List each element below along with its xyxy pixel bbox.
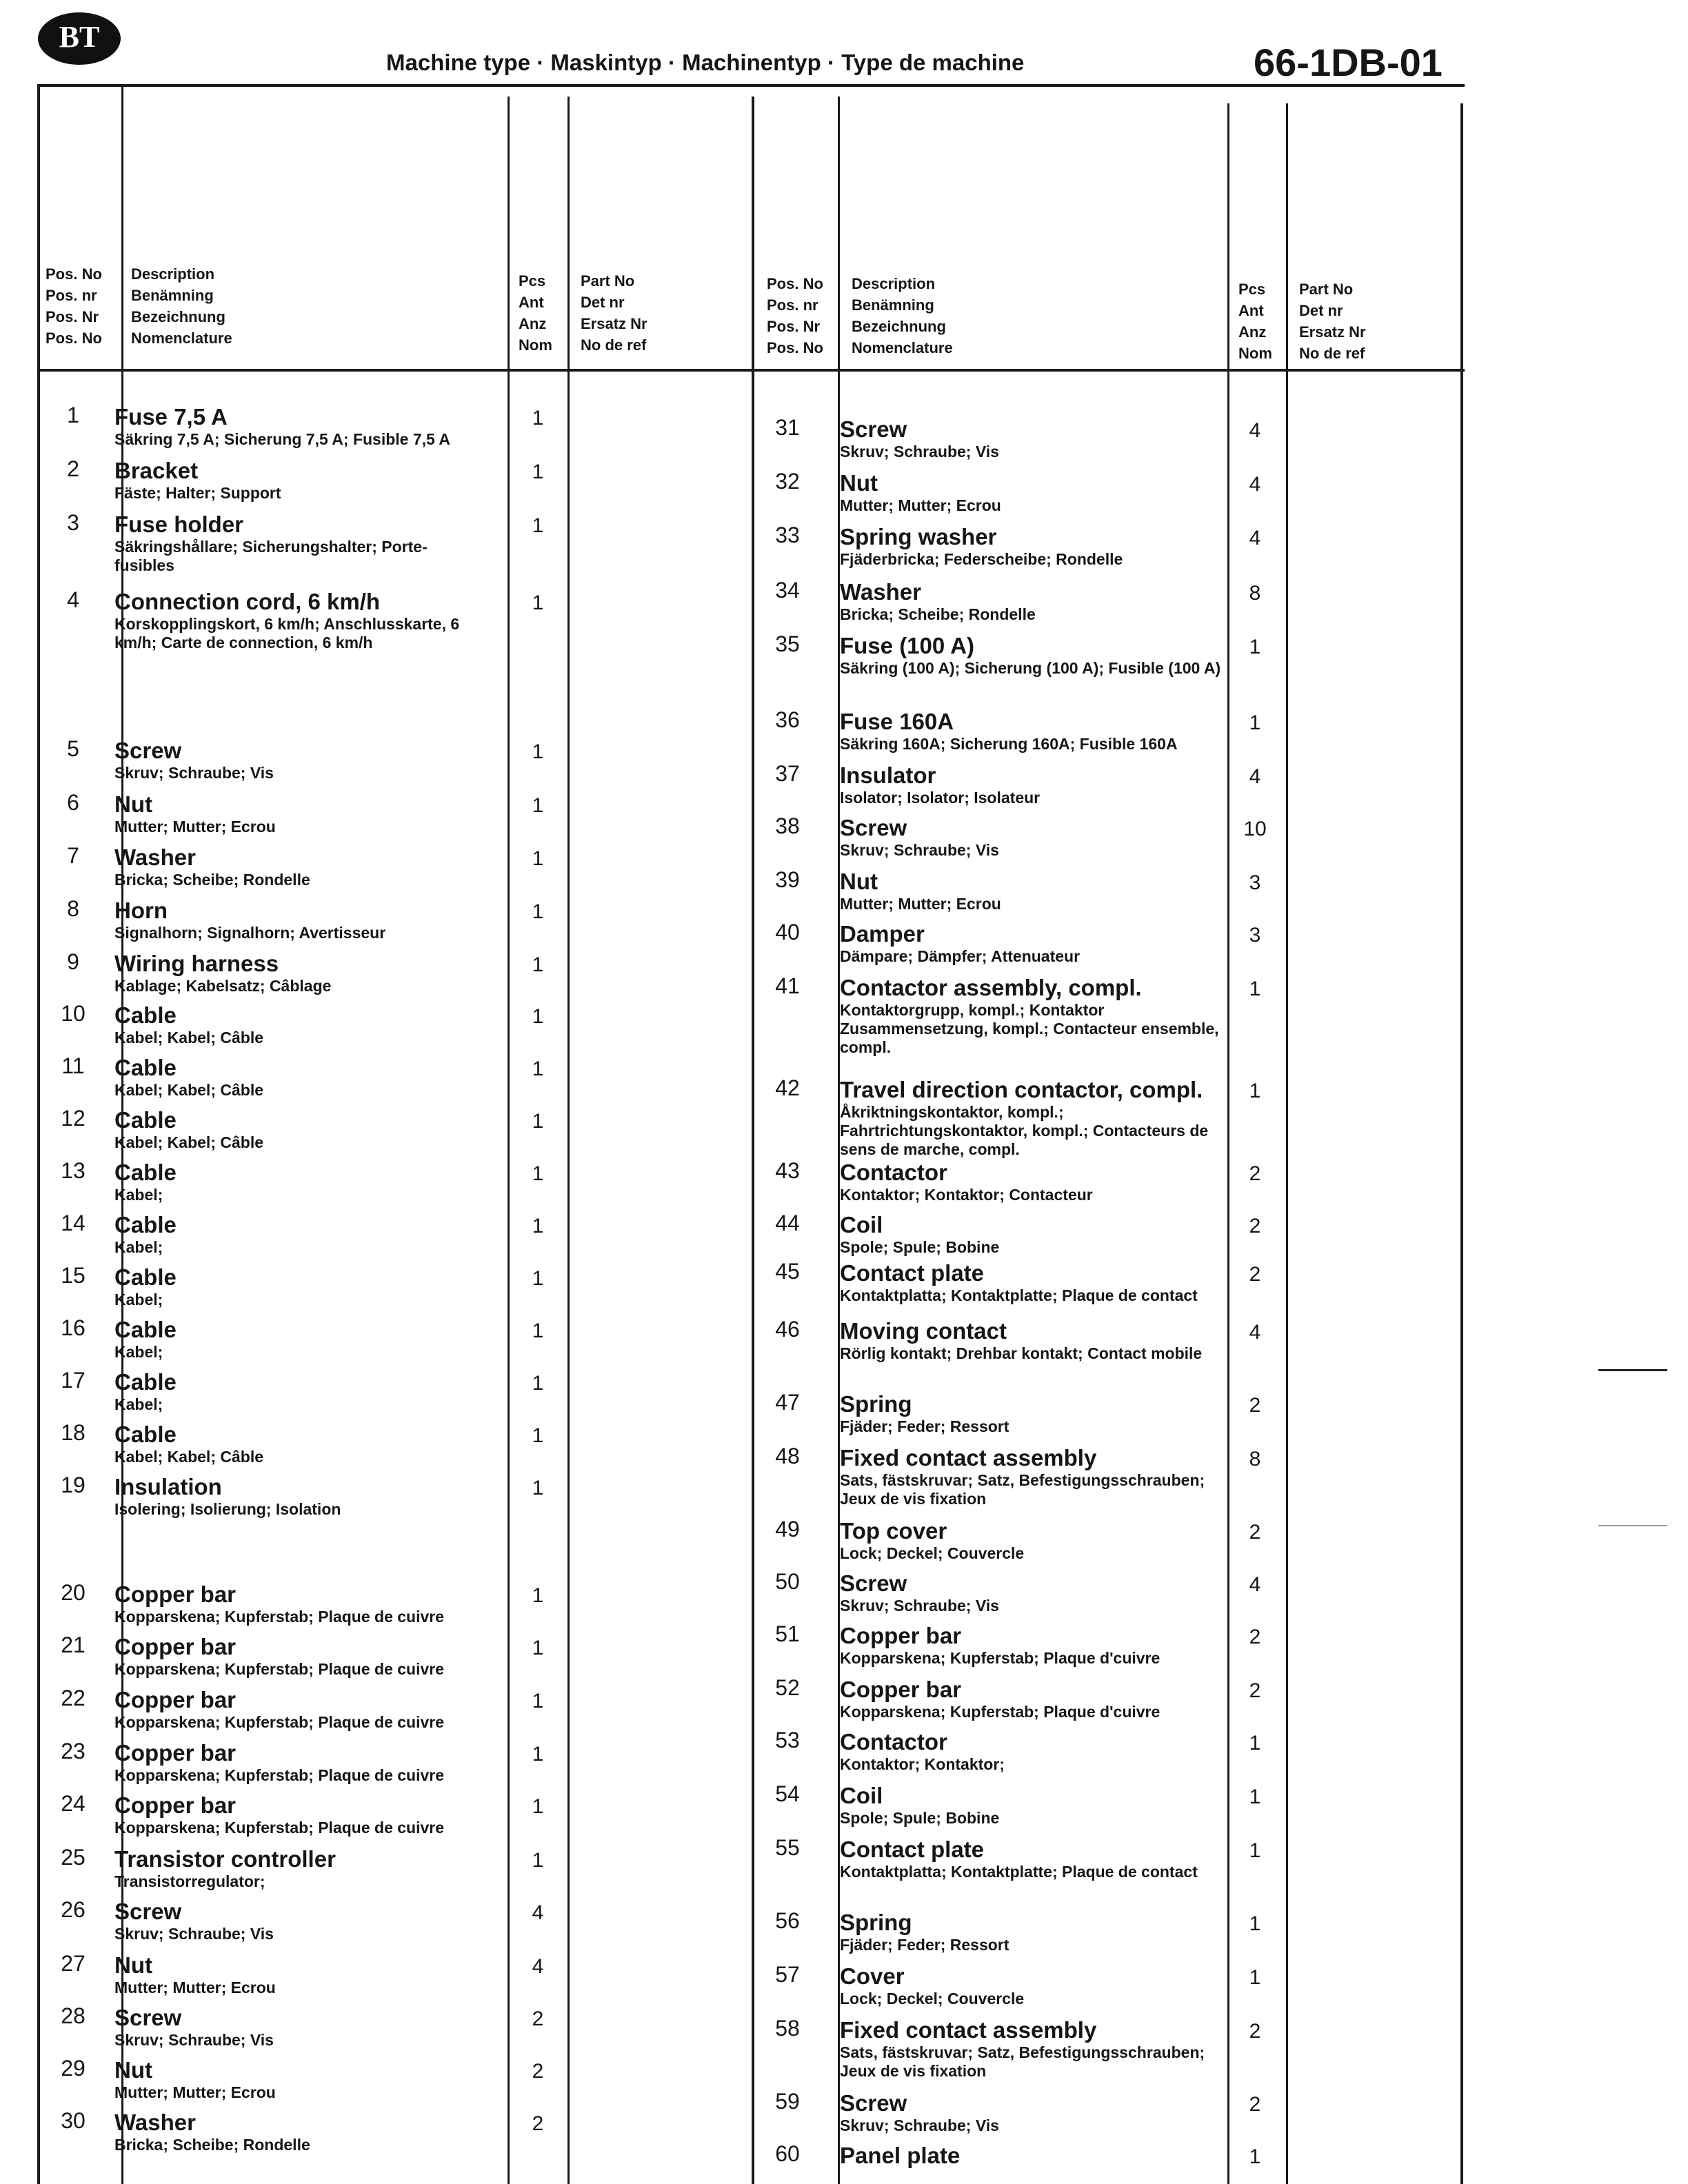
part-description: Spring bbox=[840, 1910, 912, 1935]
pos-number: 34 bbox=[775, 578, 800, 603]
quantity: 1 bbox=[532, 1058, 544, 1080]
part-description: Copper bar bbox=[114, 1687, 237, 1712]
pos-number: 41 bbox=[775, 973, 800, 998]
quantity: 2 bbox=[1249, 1394, 1261, 1417]
part-translations: Spole; Spule; Bobine bbox=[840, 1809, 1000, 1827]
part-description: Washer bbox=[114, 2110, 196, 2135]
part-description: Washer bbox=[840, 579, 921, 605]
pos-number: 13 bbox=[61, 1158, 86, 1183]
pos-number: 17 bbox=[61, 1368, 86, 1393]
part-description: Screw bbox=[840, 416, 907, 442]
part-translations: Kontaktor; Kontaktor; Contacteur bbox=[840, 1186, 1093, 1204]
part-translations: Kopparskena; Kupferstab; Plaque d'cuivre bbox=[840, 1703, 1160, 1721]
part-description: Copper bar bbox=[114, 1740, 237, 1766]
pos-number: 22 bbox=[61, 1686, 86, 1710]
quantity: 1 bbox=[532, 514, 544, 537]
part-description: Coil bbox=[840, 1212, 883, 1237]
part-translations: Mutter; Mutter; Ecrou bbox=[114, 2083, 276, 2101]
quantity: 1 bbox=[1249, 2145, 1261, 2168]
pos-number: 35 bbox=[775, 631, 800, 656]
part-translations: Kablage; Kabelsatz; Câblage bbox=[114, 977, 332, 995]
quantity: 1 bbox=[532, 953, 544, 976]
col-divider bbox=[1286, 103, 1288, 2184]
part-description: Cover bbox=[840, 1963, 905, 1989]
pos-number: 45 bbox=[775, 1259, 800, 1284]
quantity: 4 bbox=[1249, 419, 1261, 442]
part-translations: Fjäder; Feder; Ressort bbox=[840, 1417, 1009, 1435]
document-number: 66-1DB-01 bbox=[1254, 41, 1443, 84]
pos-number: 32 bbox=[775, 469, 800, 494]
part-description: Nut bbox=[114, 2057, 152, 2083]
part-translations: Kontaktplatta; Kontaktplatte; Plaque de contact bbox=[840, 1863, 1198, 1881]
part-description: Fixed contact assembly bbox=[840, 2017, 1097, 2043]
pos-number: 30 bbox=[61, 2108, 86, 2133]
part-translations: Isolator; Isolator; Isolateur bbox=[840, 789, 1041, 807]
pos-number: 23 bbox=[61, 1739, 86, 1763]
part-translations: Säkringshållare; Sicherungshalter; Porte-fusibles bbox=[114, 538, 428, 574]
part-description: Copper bar bbox=[840, 1623, 962, 1648]
part-description: Contactor bbox=[840, 1160, 947, 1185]
pos-number: 39 bbox=[775, 867, 800, 892]
pos-number: 24 bbox=[61, 1791, 86, 1816]
part-translations: Kontaktplatta; Kontaktplatte; Plaque de contact bbox=[840, 1286, 1198, 1304]
pos-number: 50 bbox=[775, 1569, 800, 1594]
header-qty-right: Pcs Ant Anz Nom bbox=[1238, 281, 1272, 362]
pos-number: 15 bbox=[61, 1263, 86, 1288]
part-description: Bracket bbox=[114, 458, 199, 483]
part-description: Moving contact bbox=[840, 1318, 1007, 1344]
pos-number: 60 bbox=[775, 2141, 800, 2166]
col-divider bbox=[567, 97, 570, 2184]
pos-number: 46 bbox=[775, 1317, 800, 1342]
quantity: 1 bbox=[532, 1795, 544, 1818]
quantity: 1 bbox=[532, 1215, 544, 1237]
part-description: Spring bbox=[840, 1391, 912, 1417]
part-translations: Kopparskena; Kupferstab; Plaque de cuivre bbox=[114, 1819, 445, 1837]
part-translations: Rörlig kontakt; Drehbar kontakt; Contact mobile bbox=[840, 1344, 1203, 1362]
pos-number: 58 bbox=[775, 2016, 800, 2041]
quantity: 2 bbox=[1249, 1521, 1261, 1544]
part-description: Nut bbox=[840, 869, 878, 894]
part-translations: Kontaktorgrupp, kompl.; Kontaktor Zusammensetzung, kompl.; Contacteur ensemble, compl. bbox=[840, 1001, 1219, 1056]
part-translations: Kabel; bbox=[114, 1343, 163, 1361]
pos-number: 10 bbox=[61, 1001, 86, 1026]
quantity: 2 bbox=[532, 2008, 544, 2030]
header-pos-left: Pos. No Pos. nr Pos. Nr Pos. No bbox=[46, 265, 102, 347]
quantity: 4 bbox=[1249, 1573, 1261, 1596]
part-translations: Bricka; Scheibe; Rondelle bbox=[114, 2136, 310, 2154]
quantity: 1 bbox=[532, 1477, 544, 1499]
part-translations: Mutter; Mutter; Ecrou bbox=[114, 1979, 276, 1996]
pos-number: 31 bbox=[775, 415, 800, 440]
part-description: Fuse holder bbox=[114, 512, 244, 537]
table-top-border bbox=[37, 84, 1465, 87]
part-translations: Kabel; bbox=[114, 1395, 163, 1413]
pos-number: 48 bbox=[775, 1444, 800, 1468]
quantity: 1 bbox=[532, 1743, 544, 1766]
part-translations: Lock; Deckel; Couvercle bbox=[840, 1990, 1025, 2008]
pos-number: 2 bbox=[67, 456, 79, 481]
part-description: Fixed contact assembly bbox=[840, 1445, 1097, 1470]
quantity: 2 bbox=[1249, 1162, 1261, 1185]
pos-number: 29 bbox=[61, 2056, 86, 2081]
quantity: 2 bbox=[1249, 1679, 1261, 1702]
part-description: Cable bbox=[114, 1369, 177, 1395]
pos-number: 51 bbox=[775, 1621, 800, 1646]
part-description: Insulator bbox=[840, 762, 936, 788]
part-description: Contact plate bbox=[840, 1837, 985, 1862]
quantity: 1 bbox=[1249, 711, 1261, 734]
pos-number: 49 bbox=[775, 1517, 800, 1541]
part-translations: Kopparskena; Kupferstab; Plaque de cuivre bbox=[114, 1766, 445, 1784]
edge-mark bbox=[1598, 1525, 1667, 1526]
part-description: Wiring harness bbox=[114, 951, 279, 976]
header-part-right: Part No Det nr Ersatz Nr No de ref bbox=[1299, 281, 1366, 362]
pos-number: 37 bbox=[775, 761, 800, 786]
part-translations: Mutter; Mutter; Ecrou bbox=[840, 496, 1001, 514]
quantity: 3 bbox=[1249, 871, 1261, 894]
part-translations: Kabel; Kabel; Câble bbox=[114, 1133, 263, 1151]
part-translations: Kopparskena; Kupferstab; Plaque d'cuivre bbox=[840, 1649, 1160, 1667]
quantity: 1 bbox=[1249, 636, 1261, 658]
quantity: 3 bbox=[1249, 924, 1261, 947]
part-translations: Isolering; Isolierung; Isolation bbox=[114, 1500, 341, 1518]
part-translations: Säkring (100 A); Sicherung (100 A); Fusible (100 A) bbox=[840, 659, 1221, 677]
part-translations: Skruv; Schraube; Vis bbox=[114, 1925, 274, 1943]
part-description: Copper bar bbox=[840, 1677, 962, 1702]
part-translations: Lock; Deckel; Couvercle bbox=[840, 1544, 1025, 1562]
part-translations: Kabel; Kabel; Câble bbox=[114, 1448, 263, 1466]
part-description: Damper bbox=[840, 921, 925, 947]
part-description: Cable bbox=[114, 1264, 177, 1290]
quantity: 2 bbox=[1249, 1263, 1261, 1286]
pos-number: 11 bbox=[61, 1053, 85, 1078]
part-description: Screw bbox=[840, 2090, 907, 2116]
quantity: 1 bbox=[532, 1162, 544, 1185]
header-pos-right: Pos. No Pos. nr Pos. Nr Pos. No bbox=[767, 275, 823, 356]
pos-number: 4 bbox=[67, 587, 79, 612]
part-translations: Skruv; Schraube; Vis bbox=[114, 2031, 274, 2049]
header-part-left: Part No Det nr Ersatz Nr No de ref bbox=[581, 272, 647, 354]
pos-number: 12 bbox=[61, 1106, 86, 1131]
part-translations: Kabel; Kabel; Câble bbox=[114, 1081, 263, 1099]
quantity: 4 bbox=[1249, 1321, 1261, 1344]
part-description: Coil bbox=[840, 1783, 883, 1808]
part-translations: Skruv; Schraube; Vis bbox=[840, 1597, 999, 1615]
quantity: 1 bbox=[532, 1110, 544, 1133]
pos-number: 27 bbox=[61, 1951, 86, 1976]
pos-number: 8 bbox=[67, 896, 79, 921]
quantity: 4 bbox=[1249, 527, 1261, 549]
pos-number: 16 bbox=[61, 1315, 86, 1340]
logo-text: BT bbox=[59, 20, 100, 54]
quantity: 2 bbox=[1249, 2093, 1261, 2116]
part-description: Cable bbox=[114, 1160, 177, 1185]
quantity: 2 bbox=[532, 2112, 544, 2135]
pos-number: 55 bbox=[775, 1835, 800, 1860]
pos-number: 9 bbox=[67, 949, 79, 974]
quantity: 1 bbox=[532, 900, 544, 923]
pos-number: 54 bbox=[775, 1781, 800, 1806]
part-description: Fuse 160A bbox=[840, 709, 954, 734]
quantity: 1 bbox=[1249, 1080, 1261, 1102]
quantity: 10 bbox=[1243, 818, 1267, 840]
pos-number: 42 bbox=[775, 1075, 800, 1100]
part-description: Spring washer bbox=[840, 524, 997, 549]
part-description: Cable bbox=[114, 1212, 177, 1237]
part-description: Top cover bbox=[840, 1518, 947, 1544]
part-translations: Skruv; Schraube; Vis bbox=[840, 2116, 999, 2134]
part-description: Contactor assembly, compl. bbox=[840, 975, 1142, 1000]
quantity: 1 bbox=[532, 1005, 544, 1028]
part-translations: Mutter; Mutter; Ecrou bbox=[114, 818, 276, 836]
part-translations: Kontaktor; Kontaktor; bbox=[840, 1755, 1005, 1773]
part-translations: Spole; Spule; Bobine bbox=[840, 1238, 1000, 1256]
pos-number: 38 bbox=[775, 813, 800, 838]
quantity: 2 bbox=[1249, 1215, 1261, 1237]
part-description: Insulation bbox=[114, 1474, 222, 1499]
pos-number: 5 bbox=[67, 736, 79, 761]
quantity: 2 bbox=[1249, 1626, 1261, 1648]
pos-number: 47 bbox=[775, 1390, 800, 1415]
part-description: Panel plate bbox=[840, 2143, 961, 2168]
pos-number: 44 bbox=[775, 1211, 800, 1235]
pos-number: 57 bbox=[775, 1962, 800, 1987]
part-description: Copper bar bbox=[114, 1581, 237, 1607]
quantity: 4 bbox=[1249, 765, 1261, 788]
pos-number: 14 bbox=[61, 1211, 86, 1235]
pos-number: 19 bbox=[61, 1473, 86, 1497]
quantity: 4 bbox=[532, 1901, 544, 1924]
quantity: 1 bbox=[532, 794, 544, 817]
pos-number: 28 bbox=[61, 2003, 86, 2028]
pos-number: 56 bbox=[775, 1908, 800, 1933]
quantity: 1 bbox=[532, 407, 544, 429]
quantity: 2 bbox=[1249, 2020, 1261, 2043]
quantity: 1 bbox=[532, 1320, 544, 1342]
pos-number: 20 bbox=[61, 1580, 86, 1605]
part-description: Screw bbox=[114, 1899, 182, 1924]
part-translations: Säkring 160A; Sicherung 160A; Fusible 160A bbox=[840, 735, 1178, 753]
part-translations: Kopparskena; Kupferstab; Plaque de cuivre bbox=[114, 1608, 445, 1626]
pos-number: 40 bbox=[775, 920, 800, 944]
part-translations: Skruv; Schraube; Vis bbox=[114, 764, 274, 782]
part-translations: Signalhorn; Signalhorn; Avertisseur bbox=[114, 924, 386, 942]
quantity: 2 bbox=[532, 2060, 544, 2083]
part-translations: Åkriktningskontaktor, kompl.; Fahrtrichtungskontaktor, kompl.; Contacteurs de sens de marche, compl. bbox=[840, 1103, 1209, 1158]
pos-number: 53 bbox=[775, 1728, 800, 1752]
part-translations: Skruv; Schraube; Vis bbox=[840, 841, 999, 859]
part-translations: Kabel; bbox=[114, 1186, 163, 1204]
quantity: 1 bbox=[1249, 1732, 1261, 1755]
part-description: Cable bbox=[114, 1422, 177, 1447]
part-description: Horn bbox=[114, 898, 168, 923]
part-description: Washer bbox=[114, 845, 196, 870]
quantity: 1 bbox=[1249, 1966, 1261, 1989]
part-translations: Mutter; Mutter; Ecrou bbox=[840, 895, 1001, 913]
part-description: Screw bbox=[840, 815, 907, 840]
quantity: 1 bbox=[532, 847, 544, 870]
pos-number: 59 bbox=[775, 2089, 800, 2114]
col-divider bbox=[1227, 103, 1229, 2184]
part-translations: Kabel; bbox=[114, 1291, 163, 1308]
part-translations: Skruv; Schraube; Vis bbox=[840, 443, 999, 461]
pos-number: 33 bbox=[775, 523, 800, 547]
part-description: Nut bbox=[114, 791, 152, 817]
page-title: Machine type · Maskintyp · Machinentyp · Type de machine bbox=[386, 50, 1025, 75]
quantity: 1 bbox=[532, 1267, 544, 1290]
part-translations: Dämpare; Dämpfer; Attenuateur bbox=[840, 947, 1081, 965]
edge-mark bbox=[1598, 1369, 1667, 1371]
part-description: Fuse 7,5 A bbox=[114, 404, 228, 429]
pos-number: 43 bbox=[775, 1158, 800, 1183]
part-description: Connection cord, 6 km/h bbox=[114, 589, 381, 614]
quantity: 1 bbox=[532, 1584, 544, 1607]
quantity: 1 bbox=[532, 461, 544, 483]
quantity: 1 bbox=[532, 592, 544, 614]
part-description: Cable bbox=[114, 1055, 177, 1080]
part-description: Copper bar bbox=[114, 1792, 237, 1818]
part-description: Screw bbox=[114, 2005, 182, 2030]
quantity: 1 bbox=[1249, 1786, 1261, 1808]
part-translations: Korskopplingskort, 6 km/h; Anschlusskarte, 6 km/h; Carte de connection, 6 km/h bbox=[114, 615, 460, 651]
part-description: Contact plate bbox=[840, 1260, 985, 1286]
part-translations: Fjäderbricka; Federscheibe; Rondelle bbox=[840, 550, 1123, 568]
quantity: 4 bbox=[1249, 473, 1261, 496]
pos-number: 21 bbox=[61, 1632, 86, 1657]
part-translations: Sats, fästskruvar; Satz, Befestigungsschrauben; Jeux de vis fixation bbox=[840, 1471, 1205, 1508]
pos-number: 52 bbox=[775, 1675, 800, 1700]
part-description: Nut bbox=[114, 1952, 152, 1978]
quantity: 1 bbox=[532, 1637, 544, 1659]
part-translations: Kabel; Kabel; Câble bbox=[114, 1029, 263, 1046]
pos-number: 36 bbox=[775, 707, 800, 732]
quantity: 1 bbox=[532, 740, 544, 763]
col-divider bbox=[508, 97, 510, 2184]
part-description: Cable bbox=[114, 1107, 177, 1133]
part-translations: Bricka; Scheibe; Rondelle bbox=[114, 871, 310, 889]
pos-number: 7 bbox=[67, 843, 79, 868]
pos-number: 25 bbox=[61, 1845, 86, 1870]
header-description-right: Description Benämning Bezeichnung Nomenclature bbox=[852, 275, 953, 356]
part-description: Cable bbox=[114, 1002, 177, 1028]
quantity: 1 bbox=[532, 1849, 544, 1872]
part-translations: Fäste; Halter; Support bbox=[114, 484, 281, 502]
col-divider bbox=[37, 84, 40, 2184]
part-translations: Kopparskena; Kupferstab; Plaque de cuivre bbox=[114, 1660, 445, 1678]
header-qty-left: Pcs Ant Anz Nom bbox=[519, 272, 552, 354]
part-translations: Bricka; Scheibe; Rondelle bbox=[840, 605, 1036, 623]
quantity: 1 bbox=[1249, 1912, 1261, 1935]
header-description-left: Description Benämning Bezeichnung Nomenclature bbox=[131, 265, 232, 347]
pos-number: 3 bbox=[67, 510, 79, 535]
part-description: Screw bbox=[114, 738, 182, 763]
pos-number: 26 bbox=[61, 1897, 86, 1922]
header-bottom-border bbox=[37, 369, 1465, 372]
part-translations: Kabel; bbox=[114, 1238, 163, 1256]
quantity: 1 bbox=[532, 1424, 544, 1447]
quantity: 8 bbox=[1249, 582, 1261, 605]
pos-number: 1 bbox=[67, 403, 79, 427]
part-translations: Säkring 7,5 A; Sicherung 7,5 A; Fusible 7,5 A bbox=[114, 430, 450, 448]
col-divider bbox=[1460, 103, 1463, 2184]
part-description: Fuse (100 A) bbox=[840, 633, 975, 658]
part-translations: Transistorregulator; bbox=[114, 1872, 265, 1890]
part-description: Copper bar bbox=[114, 1634, 237, 1659]
part-translations: Sats, fästskruvar; Satz, Befestigungsschrauben; Jeux de vis fixation bbox=[840, 2043, 1205, 2080]
quantity: 1 bbox=[1249, 978, 1261, 1000]
col-divider bbox=[752, 97, 754, 2184]
pos-number: 18 bbox=[61, 1420, 86, 1445]
part-description: Contactor bbox=[840, 1729, 947, 1755]
quantity: 4 bbox=[532, 1955, 544, 1978]
quantity: 8 bbox=[1249, 1448, 1261, 1470]
part-description: Nut bbox=[840, 470, 878, 496]
part-translations: Kopparskena; Kupferstab; Plaque de cuivre bbox=[114, 1713, 445, 1731]
quantity: 1 bbox=[532, 1690, 544, 1712]
pos-number: 6 bbox=[67, 790, 79, 815]
part-description: Screw bbox=[840, 1570, 907, 1596]
part-translations: Fjäder; Feder; Ressort bbox=[840, 1936, 1009, 1954]
bt-logo bbox=[34, 7, 124, 69]
quantity: 1 bbox=[532, 1372, 544, 1395]
part-description: Travel direction contactor, compl. bbox=[840, 1077, 1203, 1102]
quantity: 1 bbox=[1249, 1839, 1261, 1862]
part-description: Cable bbox=[114, 1317, 177, 1342]
part-description: Transistor controller bbox=[114, 1846, 336, 1872]
